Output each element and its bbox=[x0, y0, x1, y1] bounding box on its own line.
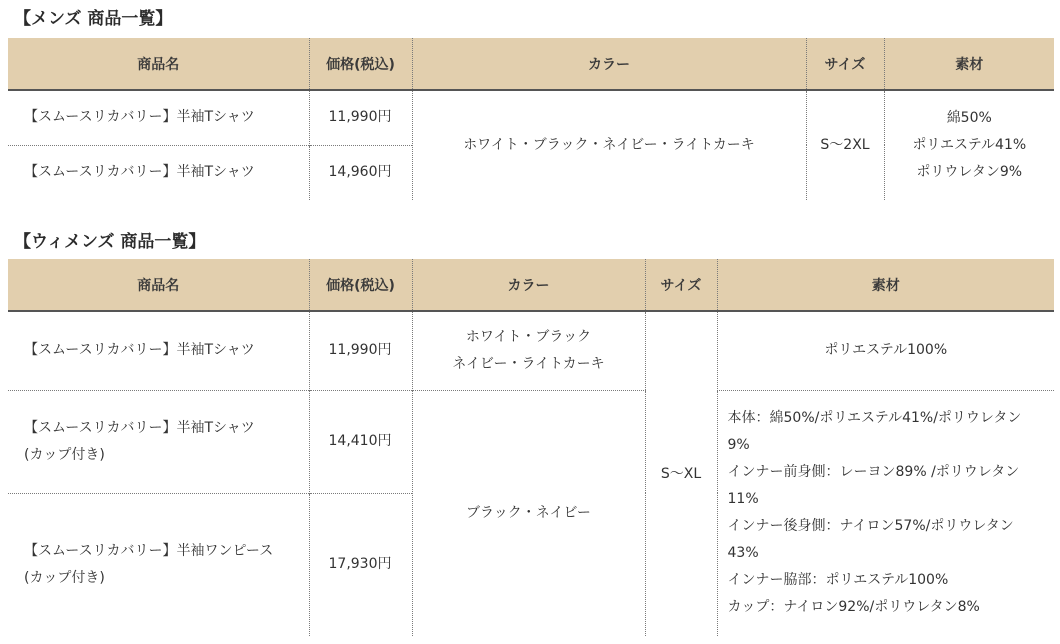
material-line: 43% bbox=[727, 545, 759, 562]
product-price: 14,960円 bbox=[309, 145, 412, 200]
header-size: サイズ bbox=[806, 38, 884, 90]
product-name-note: (カップ付き) bbox=[24, 446, 105, 463]
table-row bbox=[8, 311, 1054, 390]
product-name: 【スムースリカバリー】半袖Tシャツ bbox=[24, 109, 255, 126]
header-product-name: 商品名 bbox=[8, 38, 309, 90]
material-line: 本体：綿50%/ポリエステル41%/ポリウレタン bbox=[727, 410, 1022, 427]
material-line: カップ：ナイロン92%/ポリウレタン8% bbox=[727, 599, 980, 616]
color-line: ネイビー・ライトカーキ bbox=[452, 355, 605, 372]
mens-section-title: 【メンズ 商品一覧】 bbox=[14, 9, 173, 29]
product-name-line: 【スムースリカバリー】半袖Tシャツ bbox=[24, 419, 255, 436]
product-colors: ブラック・ネイビー bbox=[412, 390, 645, 636]
product-name-line: 【スムースリカバリー】半袖ワンピース bbox=[24, 542, 274, 559]
header-size: サイズ bbox=[645, 259, 717, 311]
product-sizes: S〜2XL bbox=[806, 90, 884, 200]
product-name-note: (カップ付き) bbox=[24, 569, 105, 586]
header-product-name: 商品名 bbox=[8, 259, 309, 311]
header-price: 価格(税込) bbox=[309, 259, 412, 311]
product-name: 【スムースリカバリー】半袖Tシャツ bbox=[24, 342, 255, 359]
material-line: ポリエステル41% bbox=[912, 137, 1027, 153]
product-material bbox=[884, 90, 1054, 200]
product-material bbox=[717, 390, 1054, 636]
material-line: インナー前身側：レーヨン89% /ポリウレタン bbox=[727, 464, 1020, 481]
womens-product-table bbox=[8, 259, 1054, 636]
header-material: 素材 bbox=[884, 38, 1054, 90]
material-line: 9% bbox=[727, 437, 750, 454]
product-sizes: S〜XL bbox=[645, 311, 717, 636]
product-colors bbox=[412, 311, 645, 390]
material-line: インナー後身側：ナイロン57%/ポリウレタン bbox=[727, 518, 1014, 535]
header-material: 素材 bbox=[717, 259, 1054, 311]
material-line: ポリウレタン9% bbox=[916, 164, 1023, 180]
table-row bbox=[8, 390, 1054, 493]
material-line: 綿50% bbox=[946, 110, 992, 126]
color-line: ホワイト・ブラック bbox=[465, 328, 592, 345]
product-material: ポリエステル100% bbox=[717, 311, 1054, 390]
product-name bbox=[8, 493, 309, 636]
product-price: 14,410円 bbox=[309, 390, 412, 493]
product-colors: ホワイト・ブラック・ネイビー・ライトカーキ bbox=[412, 90, 806, 200]
product-name bbox=[8, 390, 309, 493]
table-row bbox=[8, 90, 1054, 145]
header-color: カラー bbox=[412, 259, 645, 311]
material-line: インナー脇部：ポリエステル100% bbox=[727, 572, 949, 589]
material-line: 11% bbox=[727, 491, 759, 508]
womens-section-title: 【ウィメンズ 商品一覧】 bbox=[14, 232, 206, 252]
header-color: カラー bbox=[412, 38, 806, 90]
product-price: 11,990円 bbox=[309, 311, 412, 390]
product-price: 17,930円 bbox=[309, 493, 412, 636]
header-price: 価格(税込) bbox=[309, 38, 412, 90]
product-name: 【スムースリカバリー】半袖Tシャツ bbox=[8, 145, 309, 200]
mens-product-table bbox=[8, 38, 1054, 200]
product-price: 11,990円 bbox=[309, 90, 412, 145]
